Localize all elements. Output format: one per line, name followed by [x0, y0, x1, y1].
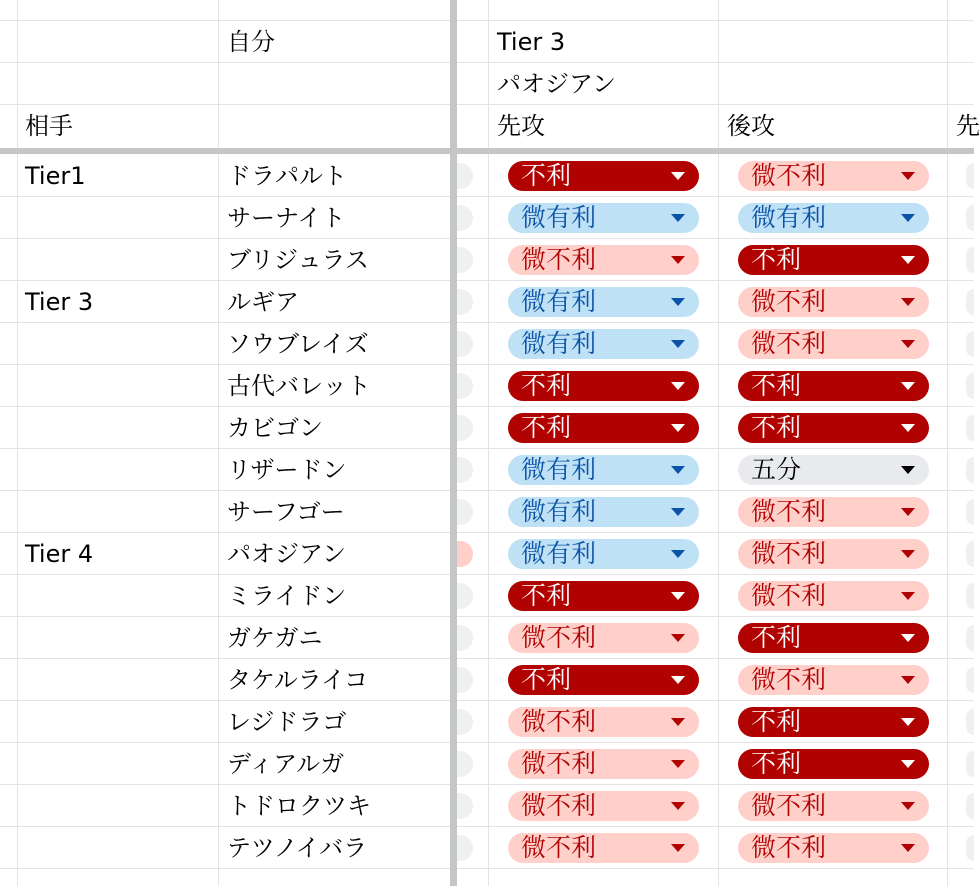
gridline [0, 700, 974, 701]
dropdown-value: 微不利 [751, 791, 827, 820]
chevron-down-icon [901, 634, 915, 642]
chevron-down-icon [671, 592, 685, 600]
tier-title[interactable]: Tier 3 [497, 28, 566, 56]
chevron-down-icon [901, 676, 915, 684]
opponent-name-cell[interactable]: ディアルガ [227, 750, 345, 778]
pokemon-title[interactable]: パオジアン [497, 70, 617, 98]
chevron-down-icon [671, 340, 685, 348]
partial-dropdown-chip[interactable] [966, 751, 974, 777]
gridline [947, 0, 948, 886]
opponent-name-cell[interactable]: パオジアン [227, 540, 347, 568]
self-header[interactable]: 自分 [227, 28, 275, 56]
second-attack-header[interactable]: 後攻 [727, 112, 775, 140]
chevron-down-icon [901, 256, 915, 264]
dropdown-value: 微不利 [521, 791, 597, 820]
tier-cell[interactable]: Tier 3 [25, 288, 94, 316]
first-attack-dropdown[interactable] [508, 707, 699, 737]
opponent-name-cell[interactable]: ブリジュラス [227, 246, 369, 274]
first-attack-dropdown[interactable] [508, 203, 699, 233]
dropdown-value: 不利 [521, 161, 572, 190]
opponent-header[interactable]: 相手 [25, 112, 73, 140]
tier-cell[interactable]: Tier1 [25, 162, 86, 190]
second-attack-dropdown[interactable] [738, 161, 929, 191]
opponent-name-cell[interactable]: ドラパルト [227, 162, 347, 190]
second-attack-dropdown[interactable] [738, 371, 929, 401]
dropdown-value: 不利 [751, 245, 802, 274]
partial-dropdown-chip[interactable] [966, 709, 974, 735]
dropdown-value: 不利 [751, 749, 802, 778]
opponent-name-cell[interactable]: サーナイト [227, 204, 346, 232]
chevron-down-icon [901, 844, 915, 852]
second-attack-dropdown[interactable] [738, 203, 929, 233]
next-first-attack-header[interactable]: 先 [956, 112, 980, 140]
partial-dropdown-chip[interactable] [966, 583, 974, 609]
dropdown-value: 微不利 [521, 245, 597, 274]
dropdown-value: 微不利 [521, 833, 597, 862]
chevron-down-icon [901, 508, 915, 516]
dropdown-value: 不利 [521, 581, 572, 610]
opponent-name-cell[interactable]: トドロクツキ [227, 792, 371, 820]
first-attack-dropdown[interactable] [508, 455, 699, 485]
dropdown-value: 不利 [521, 413, 572, 442]
first-attack-dropdown[interactable] [508, 539, 699, 569]
partial-dropdown-chip[interactable] [966, 205, 974, 231]
chevron-down-icon [671, 424, 685, 432]
gridline [0, 62, 974, 63]
chevron-down-icon [671, 466, 685, 474]
dropdown-value: 不利 [751, 707, 802, 736]
dropdown-value: 微有利 [521, 497, 597, 526]
gridline [718, 0, 719, 886]
chevron-down-icon [671, 256, 685, 264]
gridline [0, 532, 974, 533]
second-attack-dropdown[interactable] [738, 413, 929, 443]
first-attack-dropdown[interactable] [508, 749, 699, 779]
chevron-down-icon [671, 802, 685, 810]
opponent-name-cell[interactable]: ガケガニ [227, 624, 323, 652]
gridline [0, 490, 974, 491]
dropdown-value: 不利 [521, 665, 572, 694]
gridline [218, 0, 219, 886]
gridline [0, 280, 974, 281]
first-attack-header[interactable]: 先攻 [497, 112, 545, 140]
gridline [0, 784, 974, 785]
dropdown-value: 不利 [751, 623, 802, 652]
dropdown-value: 微不利 [521, 623, 597, 652]
opponent-name-cell[interactable]: レジドラゴ [227, 708, 347, 736]
partial-dropdown-chip[interactable] [966, 835, 974, 861]
first-attack-dropdown[interactable] [508, 371, 699, 401]
first-attack-dropdown[interactable] [508, 665, 699, 695]
chevron-down-icon [901, 298, 915, 306]
partial-dropdown-chip[interactable] [966, 373, 974, 399]
dropdown-value: 五分 [751, 455, 802, 484]
dropdown-value: 微不利 [751, 539, 827, 568]
chevron-down-icon [671, 508, 685, 516]
partial-dropdown-chip[interactable] [966, 541, 974, 567]
dropdown-value: 微有利 [521, 539, 597, 568]
chevron-down-icon [671, 634, 685, 642]
partial-dropdown-chip[interactable] [966, 625, 974, 651]
chevron-down-icon [901, 424, 915, 432]
chevron-down-icon [671, 382, 685, 390]
frozen-column-divider[interactable] [450, 0, 457, 886]
dropdown-value: 不利 [751, 413, 802, 442]
second-attack-dropdown[interactable] [738, 749, 929, 779]
first-attack-dropdown[interactable] [508, 833, 699, 863]
gridline [0, 742, 974, 743]
gridline [0, 448, 974, 449]
dropdown-value: 不利 [751, 371, 802, 400]
opponent-name-cell[interactable]: ミライドン [227, 582, 347, 610]
chevron-down-icon [901, 466, 915, 474]
opponent-name-cell[interactable]: カビゴン [227, 414, 323, 442]
opponent-name-cell[interactable]: タケルライコ [227, 666, 369, 694]
chevron-down-icon [671, 298, 685, 306]
chevron-down-icon [901, 340, 915, 348]
dropdown-value: 微不利 [751, 497, 827, 526]
first-attack-dropdown[interactable] [508, 623, 699, 653]
gridline [0, 406, 974, 407]
second-attack-dropdown[interactable] [738, 455, 929, 485]
chevron-down-icon [671, 550, 685, 558]
gridline [0, 826, 974, 827]
opponent-name-cell[interactable]: テツノイバラ [227, 834, 368, 862]
gridline [0, 868, 974, 869]
first-attack-dropdown[interactable] [508, 329, 699, 359]
chevron-down-icon [901, 718, 915, 726]
partial-dropdown-chip[interactable] [966, 289, 974, 315]
second-attack-dropdown[interactable] [738, 245, 929, 275]
partial-dropdown-chip[interactable] [966, 163, 974, 189]
chevron-down-icon [901, 592, 915, 600]
gridline [0, 20, 974, 21]
first-attack-dropdown[interactable] [508, 497, 699, 527]
dropdown-value: 不利 [521, 371, 572, 400]
partial-dropdown-chip[interactable] [966, 667, 974, 693]
frozen-row-divider[interactable] [0, 148, 974, 154]
opponent-name-cell[interactable]: ソウブレイズ [227, 330, 369, 358]
partial-dropdown-chip[interactable] [966, 415, 974, 441]
first-attack-dropdown[interactable] [508, 245, 699, 275]
opponent-name-cell[interactable]: リザードン [227, 456, 347, 484]
dropdown-value: 微有利 [521, 203, 597, 232]
dropdown-value: 微不利 [751, 329, 827, 358]
chevron-down-icon [901, 214, 915, 222]
second-attack-dropdown[interactable] [738, 623, 929, 653]
gridline [0, 658, 974, 659]
first-attack-dropdown[interactable] [508, 581, 699, 611]
second-attack-dropdown[interactable] [738, 833, 929, 863]
chevron-down-icon [671, 676, 685, 684]
partial-dropdown-chip[interactable] [966, 331, 974, 357]
dropdown-value: 微不利 [751, 581, 827, 610]
second-attack-dropdown[interactable] [738, 329, 929, 359]
chevron-down-icon [671, 214, 685, 222]
second-attack-dropdown[interactable] [738, 539, 929, 569]
chevron-down-icon [901, 802, 915, 810]
dropdown-value: 微不利 [521, 707, 597, 736]
second-attack-dropdown[interactable] [738, 497, 929, 527]
dropdown-value: 微有利 [521, 329, 597, 358]
dropdown-value: 微不利 [751, 161, 827, 190]
chevron-down-icon [901, 550, 915, 558]
dropdown-value: 微有利 [521, 455, 597, 484]
gridline [17, 0, 18, 886]
gridline [488, 0, 489, 886]
chevron-down-icon [901, 760, 915, 768]
gridline [0, 364, 974, 365]
partial-dropdown-chip[interactable] [966, 457, 974, 483]
tier-cell[interactable]: Tier 4 [25, 540, 94, 568]
dropdown-value: 微不利 [751, 287, 827, 316]
gridline [0, 196, 974, 197]
first-attack-dropdown[interactable] [508, 791, 699, 821]
dropdown-value: 微不利 [521, 749, 597, 778]
dropdown-value: 微有利 [521, 287, 597, 316]
second-attack-dropdown[interactable] [738, 665, 929, 695]
second-attack-dropdown[interactable] [738, 581, 929, 611]
dropdown-value: 微不利 [751, 665, 827, 694]
chevron-down-icon [671, 760, 685, 768]
chevron-down-icon [671, 172, 685, 180]
second-attack-dropdown[interactable] [738, 707, 929, 737]
gridline [0, 616, 974, 617]
chevron-down-icon [671, 718, 685, 726]
first-attack-dropdown[interactable] [508, 161, 699, 191]
dropdown-value: 微不利 [751, 833, 827, 862]
partial-dropdown-chip[interactable] [966, 499, 974, 525]
opponent-name-cell[interactable]: 古代バレット [227, 372, 371, 400]
gridline [0, 322, 974, 323]
partial-dropdown-chip[interactable] [966, 247, 974, 273]
second-attack-dropdown[interactable] [738, 791, 929, 821]
first-attack-dropdown[interactable] [508, 287, 699, 317]
first-attack-dropdown[interactable] [508, 413, 699, 443]
chevron-down-icon [901, 382, 915, 390]
gridline [0, 104, 974, 105]
opponent-name-cell[interactable]: ルギア [227, 288, 299, 316]
chevron-down-icon [671, 844, 685, 852]
gridline [0, 238, 974, 239]
partial-dropdown-chip[interactable] [966, 793, 974, 819]
gridline [0, 574, 974, 575]
second-attack-dropdown[interactable] [738, 287, 929, 317]
chevron-down-icon [901, 172, 915, 180]
dropdown-value: 微有利 [751, 203, 827, 232]
opponent-name-cell[interactable]: サーフゴー [227, 498, 345, 526]
